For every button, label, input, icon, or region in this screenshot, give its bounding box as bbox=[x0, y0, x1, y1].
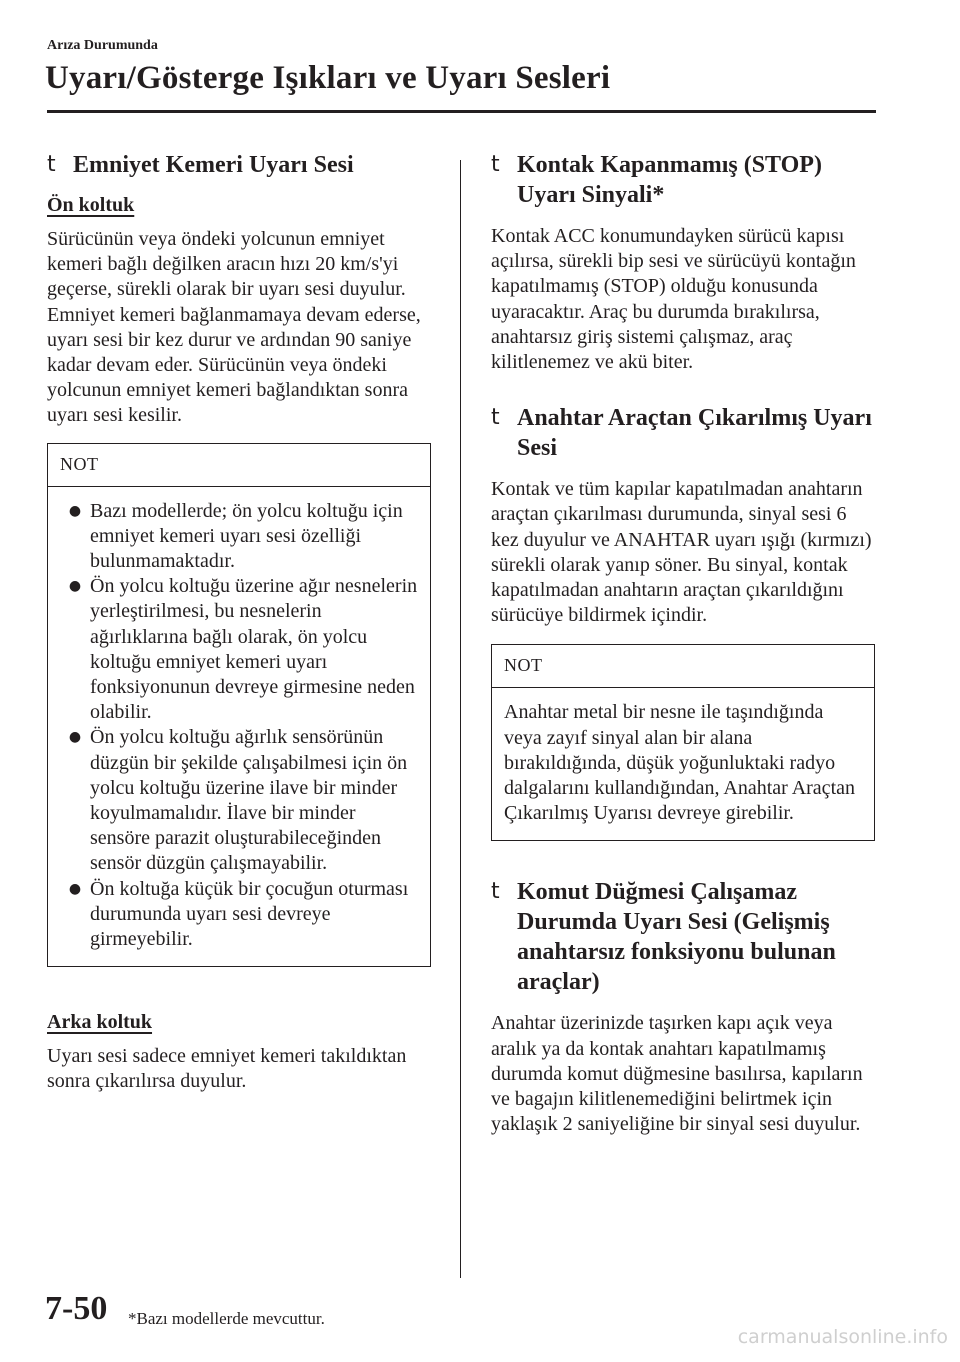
section-bullet-icon: t bbox=[491, 152, 500, 177]
bullet-dot-icon: ● bbox=[68, 729, 82, 746]
section-label: Arıza Durumunda bbox=[47, 38, 158, 53]
push-button-paragraph: Anahtar üzerinizde taşırken kapı açık veya aralık ya da kontak anahtarı kapatılmamış durumda komut düğmesine basılırsa, kapıların ve bagajın kilitlenemediğini belirtmek için yaklaşık 2 saniyeliğine bir sinyal sesi duyulur. bbox=[491, 1012, 863, 1136]
seatbelt-note-box bbox=[47, 443, 431, 968]
list-item-text: Ön koltuğa küçük bir çocuğun oturması durumunda uyarı sesi devreye girmeyebilir. bbox=[90, 877, 409, 951]
front-seat-subheading: Ön koltuk bbox=[47, 194, 135, 216]
seatbelt-heading bbox=[47, 150, 431, 180]
ignition-heading bbox=[491, 150, 875, 210]
list-item bbox=[60, 725, 418, 876]
push-button-heading-text: Komut Düğmesi Çalışamaz Durumda Uyarı Sesi (Gelişmiş anahtarsız fonksiyonu bulunan araçlar) bbox=[517, 879, 836, 996]
key-removed-heading-text: Anahtar Araçtan Çıkarılmış Uyarı Sesi bbox=[517, 405, 872, 462]
bullet-dot-icon: ● bbox=[68, 502, 82, 519]
note-label: NOT bbox=[48, 444, 430, 487]
list-item bbox=[60, 499, 418, 575]
bullet-dot-icon: ● bbox=[68, 578, 82, 595]
title-rule bbox=[47, 110, 876, 113]
list-item bbox=[60, 574, 418, 725]
ignition-paragraph: Kontak ACC konumundayken sürücü kapısı açılırsa, sürekli bip sesi ve sürücüyü kontağın kapatılmamış (STOP) olduğu konusunda uyaracaktır. Araç bu durumda bırakılırsa, anahtarsız giriş sistemi çalışmaz, araç kilitlenemez ve akü biter. bbox=[491, 225, 856, 374]
ignition-heading-text: Kontak Kapanmamış (STOP) Uyarı Sinyali* bbox=[517, 152, 822, 208]
note-list bbox=[60, 499, 418, 953]
list-item-text: Bazı modellerde; ön yolcu koltuğu için emniyet kemeri uyarı sesi özelliği bulunmamaktadır. bbox=[90, 499, 403, 573]
rear-seat-paragraph: Uyarı sesi sadece emniyet kemeri takıldıktan sonra çıkarılırsa duyulur. bbox=[47, 1045, 407, 1093]
bullet-dot-icon: ● bbox=[68, 880, 82, 897]
watermark: carmanualsonline.info bbox=[737, 1326, 948, 1348]
rear-seat-subheading: Arka koltuk bbox=[47, 1011, 153, 1034]
list-item bbox=[60, 877, 418, 953]
note-label: NOT bbox=[492, 645, 874, 688]
key-note-box bbox=[491, 644, 875, 841]
left-column bbox=[47, 150, 431, 1095]
push-button-heading bbox=[491, 877, 875, 997]
seatbelt-heading-text: Emniyet Kemeri Uyarı Sesi bbox=[73, 152, 354, 178]
section-bullet-icon: t bbox=[491, 879, 500, 905]
footer-note: *Bazı modellerde mevcuttur. bbox=[128, 1309, 325, 1328]
front-seat-paragraph: Sürücünün veya öndeki yolcunun emniyet kemeri bağlı değilken aracın hızı 20 km/s'yi geçerse, sürekli olarak bir uyarı sesi duyulur. Emniyet kemeri bağlanmamaya devam ederse, uyarı sesi bir kez durur ve ardından 90 saniye kadar devam eder. Sürücünün veya öndeki yolcunun emniyet kemeri bağlandıktan sonra uyarı sesi kesilir. bbox=[47, 228, 421, 427]
key-note-text: Anahtar metal bir nesne ile taşındığında veya zayıf sinyal alan bir alana bırakıldığında, düşük yoğunluktaki radyo dalgalarını kullandığından, Anahtar Araçtan Çıkarılmış Uyarısı devreye girebilir. bbox=[504, 701, 855, 825]
page-number: 7-50 bbox=[45, 1290, 108, 1327]
list-item-text: Ön yolcu koltuğu üzerine ağır nesnelerin yerleştirilmesi, bu nesnelerin ağırlıklarına bağlı olarak, ön yolcu koltuğu emniyet kemeri uyarı fonksiyonunun devreye girmesine neden olabilir. bbox=[90, 575, 418, 724]
section-bullet-icon: t bbox=[47, 152, 56, 177]
key-removed-heading bbox=[491, 403, 875, 463]
section-bullet-icon: t bbox=[491, 405, 500, 431]
column-divider bbox=[460, 160, 461, 1278]
right-column bbox=[491, 150, 875, 1137]
list-item-text: Ön yolcu koltuğu ağırlık sensörünün düzgün bir şekilde çalışabilmesi için ön yolcu koltuğu üzerine ilave bir minder koyulmamalıdır. İlave bir minder sensöre parazit oluşturabileceğinden sensör düzgün çalışmayabilir. bbox=[90, 726, 408, 875]
page-title: Uyarı/Gösterge Işıkları ve Uyarı Sesleri bbox=[45, 60, 611, 96]
key-removed-paragraph: Kontak ve tüm kapılar kapatılmadan anahtarın araçtan çıkarılması durumunda, sinyal sesi 6 kez duyulur ve ANAHTAR uyarı ışığı (kırmızı) sürekli olarak yanıp söner. Bu sinyal, kontak kapatılmadan anahtarın araçtan çıkarıldığını sürücüye bildirmek içindir. bbox=[491, 478, 872, 627]
